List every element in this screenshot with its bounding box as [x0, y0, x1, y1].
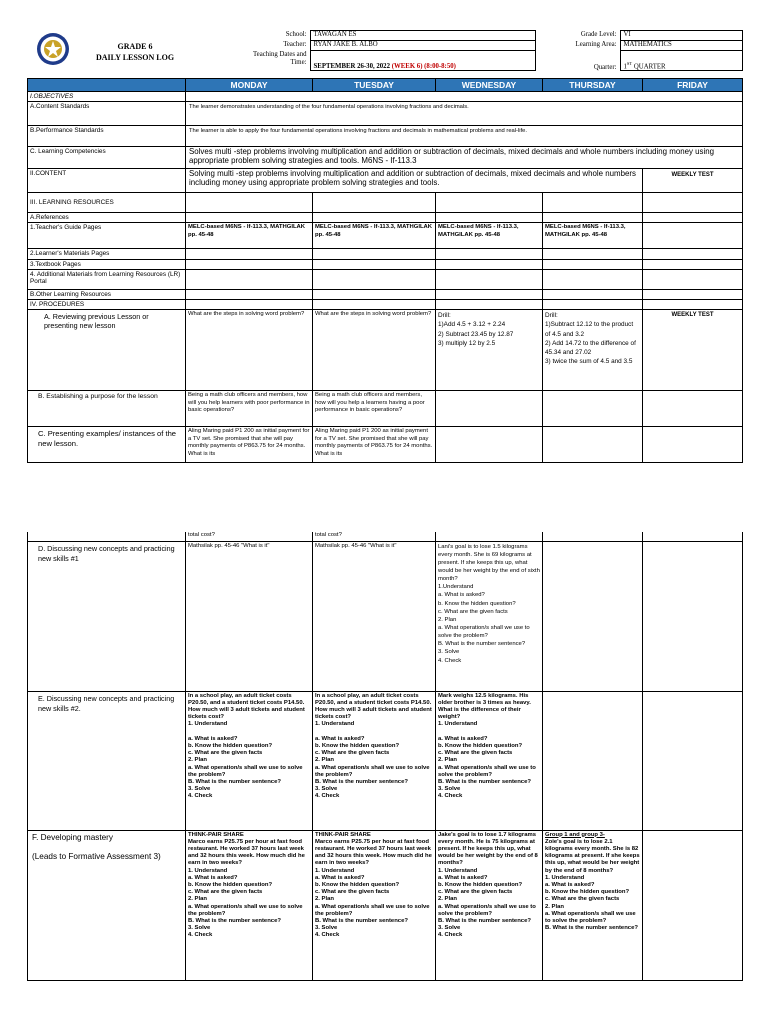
deped-seal-icon: [36, 32, 70, 66]
teachers-guide-label: 1.Teacher's Guide Pages: [28, 223, 186, 249]
res-wed: [436, 193, 543, 213]
resources-label: III. LEARNING RESOURCES: [28, 193, 186, 213]
step-f-label: [28, 830, 186, 980]
school-label: School:: [285, 30, 307, 38]
tg-tuesday: MELC-based M6NS - If-113.3, MATHGILAK pp. 45-48: [313, 223, 436, 249]
grade-label: Grade Level:: [580, 30, 617, 38]
step-c-monday: Aling Maring paid P1 200 as initial payment for a TV set. She promised that she will pay monthly payments of P863.75 for 24 months. What is its: [186, 427, 313, 463]
olr-mon: [186, 290, 313, 300]
dates-value: SEPTEMBER 26-30, 2022 (WEEK 6) (8:00-8:50): [310, 51, 535, 71]
header-info-table: [207, 30, 743, 71]
cont-fri: [643, 532, 743, 541]
quarter-value: 1ST QUARTER: [620, 51, 742, 71]
proc-thu: [543, 300, 643, 310]
step-d-wednesday: Lani's goal is to lose 1.5 kilograms every month. She is 69 kilograms at present. If she keeps this up, what would be her weight by the end of sixth month? 1.Understand a. What is asked? b. Know the hidden question? c. What are the given facts 2. Plan a. What operation/s shall we use to solve the problem? B. What is the number sentence? 3. Solve 4. Check: [436, 541, 543, 691]
cont-monday: total cost?: [186, 532, 313, 541]
lm-wed: [436, 249, 543, 260]
am-mon: [186, 270, 313, 290]
res-mon: [186, 193, 313, 213]
lm-mon: [186, 249, 313, 260]
proc-mon: [186, 300, 313, 310]
area-value: MATHEMATICS: [620, 41, 742, 51]
step-d-thursday: [543, 541, 643, 691]
tg-thursday: MELC-based M6NS - If-113.3, MATHGILAK pp. 45-48: [543, 223, 643, 249]
group-heading: Group 1 and group 3-: [545, 831, 605, 838]
res-thu: [543, 193, 643, 213]
step-a-wednesday: Drill: 1)Add 4.5 + 3.12 + 2.24 2) Subtract 23.45 by 12.87 3) multiply 12 by 2.5: [436, 310, 543, 391]
lm-tue: [313, 249, 436, 260]
step-c-tuesday: Aling Maring paid P1 200 as initial payment for a TV set. She promised that she will pay monthly payments of P863.75 for 24 months. What is its: [313, 427, 436, 463]
dates-label: Teaching Dates and Time:: [253, 50, 307, 67]
am-fri: [643, 270, 743, 290]
step-e-tuesday: In a school play, an adult ticket costs P20.50, and a student ticket costs P14.50. How much will 3 adult tickets and student tickets cost? 1. Understand a. What is asked? b. Know the hidden question? c. What are the given facts 2. Plan a. What operation/s shall we use to solve the problem? B. What is the number sentence? 3. Solve 4. Check: [313, 691, 436, 830]
am-tue: [313, 270, 436, 290]
step-a-monday: What are the steps in solving word problem?: [186, 310, 313, 391]
performance-standards-text: The learner is able to apply the four fundamental operations involving fractions and decimals in mathematical problems and real-life.: [186, 126, 743, 147]
res-tue: [313, 193, 436, 213]
content-text: Solving multi -step problems involving multiplication and addition or subtraction of decimals, mixed decimals and whole numbers including money using appropriate problem solving strategies and tools.: [186, 169, 643, 193]
proc-fri: [643, 300, 743, 310]
step-f-tuesday: THINK-PAIR SHARE Marco earns P25.75 per hour at fast food restaurant. He worked 37 hours last week and 32 hours this week. How much did he earn in two weeks? 1. Understand a. What is asked? b. Know the hidden question? c. What are the given facts 2. Plan a. What operation/s shall we use to solve the problem? B. What is the number sentence? 3. Solve 4. Check: [313, 830, 436, 980]
tb-tue: [313, 260, 436, 270]
step-e-thursday: [543, 691, 643, 830]
step-b-label: B. Establishing a purpose for the lesson: [28, 391, 186, 427]
step-e-monday: In a school play, an adult ticket costs P20.50, and a student ticket costs P14.50. How much will 3 adult tickets and student tickets cost? 1. Understand a. What is asked? b. Know the hidden question? c. What are the given facts 2. Plan a. What operation/s shall we use to solve the problem? B. What is the number sentence? 3. Solve 4. Check: [186, 691, 313, 830]
step-e-friday: [643, 691, 743, 830]
weekly-test-content: WEEKLY TEST: [643, 169, 743, 193]
learners-materials-label: 2.Learner's Materials Pages: [28, 249, 186, 260]
procedures-label: IV. PROCEDURES: [28, 300, 186, 310]
step-c-wednesday: [436, 427, 543, 463]
tb-mon: [186, 260, 313, 270]
am-thu: [543, 270, 643, 290]
step-d-tuesday: Mathsilak pp. 45-46 "What is it": [313, 541, 436, 691]
step-f-thursday-text: Zoie's goal is to lose 2.1 kilograms every month. She is 82 kilograms at present. If she keeps this up, what would be her weight by the end of 8 months? 1. Understand a. What is asked? b. Know the hidden question? c. What are the given facts 2. Plan a. What operation/s shall we use to solve the problem? B. What is the number sentence?: [545, 838, 640, 932]
step-b-wednesday: [436, 391, 543, 427]
tg-monday: MELC-based M6NS - If-113.3, MATHGILAK pp. 45-48: [186, 223, 313, 249]
cont-label: [28, 532, 186, 541]
step-e-wednesday: Mark weighs 12.5 kilograms. His older brother is 3 times as heavy. What is the difference of their weight? 1. Understand a. What is asked? b. Know the hidden question? c. What are the given facts 2. Plan a. What operation/s shall we use to solve the problem? B. What is the number sentence? 3. Solve 4. Check: [436, 691, 543, 830]
day-header-tuesday: TUESDAY: [313, 79, 436, 92]
tg-friday: [643, 223, 743, 249]
lesson-table-page2: [27, 532, 743, 981]
day-header-wednesday: WEDNESDAY: [436, 79, 543, 92]
textbook-label: 3.Textbook Pages: [28, 260, 186, 270]
olr-fri: [643, 290, 743, 300]
content-label: II.CONTENT: [28, 169, 186, 193]
ref-thu: [543, 213, 643, 223]
objectives-blank: [186, 92, 743, 102]
day-header-monday: MONDAY: [186, 79, 313, 92]
ref-tue: [313, 213, 436, 223]
log-title: DAILY LESSON LOG: [95, 53, 175, 62]
teacher-label: Teacher:: [283, 40, 307, 48]
competencies-label: C. Learning Competencies: [28, 147, 186, 169]
cont-tuesday: total cost?: [313, 532, 436, 541]
step-f-title: F. Developing mastery: [32, 832, 113, 842]
step-f-thursday: [543, 830, 643, 980]
step-f-wednesday: Jake's goal is to lose 1.7 kilograms every month. He is 75 kilograms at present. If he keeps this up, what would be her weight by the end of 8 months? 1. Understand a. What is asked? b. Know the hidden question? c. What are the given facts 2. Plan a. What operation/s shall we use to solve the problem? B. What is the number sentence? 3. Solve 4. Check: [436, 830, 543, 980]
content-standards-label: A.Content Standards: [28, 102, 186, 126]
step-c-label: C. Presenting examples/ instances of the new lesson.: [28, 427, 186, 463]
step-b-thursday: [543, 391, 643, 427]
ref-wed: [436, 213, 543, 223]
step-a-label: A. Reviewing previous Lesson or presenting new lesson: [28, 310, 186, 391]
olr-wed: [436, 290, 543, 300]
tg-wednesday: MELC-based M6NS - If-113.3, MATHGILAK pp. 45-48: [436, 223, 543, 249]
step-a-thursday: Drill: 1)Subtract 12.12 to the product of 4.5 and 3.2 2) Add 14.72 to the difference of 45.34 and 27.02 3) twice the sum of 4.5 and 3.5: [543, 310, 643, 391]
step-b-monday: Being a math club officers and members, how will you help learners with poor performance in basic operations?: [186, 391, 313, 427]
lesson-table-page1: [27, 78, 743, 463]
teacher-value: RYAN JAKE B. ALBO: [310, 41, 535, 51]
lm-thu: [543, 249, 643, 260]
step-c-thursday: [543, 427, 643, 463]
step-b-friday: [643, 391, 743, 427]
weekly-test-friday: WEEKLY TEST: [643, 310, 743, 391]
cont-thu: [543, 532, 643, 541]
lm-fri: [643, 249, 743, 260]
ref-mon: [186, 213, 313, 223]
step-a-tuesday: What are the steps in solving word problem?: [313, 310, 436, 391]
grade-title: GRADE 6: [117, 42, 153, 51]
olr-tue: [313, 290, 436, 300]
day-header-blank: [28, 79, 186, 92]
step-d-monday: Mathsilak pp. 45-46 "What is it": [186, 541, 313, 691]
am-wed: [436, 270, 543, 290]
tb-fri: [643, 260, 743, 270]
step-f-subtitle: (Leads to Formative Assessment 3): [32, 852, 161, 862]
content-standards-text: The learner demonstrates understanding of the four fundamental operations involving fractions and decimals.: [186, 102, 743, 126]
step-c-friday: [643, 427, 743, 463]
tb-thu: [543, 260, 643, 270]
proc-wed: [436, 300, 543, 310]
day-header-thursday: THURSDAY: [543, 79, 643, 92]
references-label: A.References: [28, 213, 186, 223]
cont-wed: [436, 532, 543, 541]
ref-fri: [643, 213, 743, 223]
day-header-friday: FRIDAY: [643, 79, 743, 92]
objectives-label: I.OBJECTIVES: [28, 92, 186, 102]
step-d-friday: [643, 541, 743, 691]
step-d-label: D. Discussing new concepts and practicing new skills #1: [28, 541, 186, 691]
step-b-tuesday: Being a math club officers and members, how will you help a learners having a poor performance in basic operations?: [313, 391, 436, 427]
proc-tue: [313, 300, 436, 310]
performance-standards-label: B.Performance Standards: [28, 126, 186, 147]
tb-wed: [436, 260, 543, 270]
school-value: TAWAGAN ES: [310, 31, 535, 41]
res-fri: [643, 193, 743, 213]
other-resources-label: B.Other Learning Resources: [28, 290, 186, 300]
step-e-label: E. Discussing new concepts and practicing new skills #2.: [28, 691, 186, 830]
step-f-friday: [643, 830, 743, 980]
additional-materials-label: 4. Additional Materials from Learning Resources (LR) Portal: [28, 270, 186, 290]
olr-thu: [543, 290, 643, 300]
area-label: Learning Area:: [575, 40, 617, 48]
quarter-label: Quarter:: [593, 63, 617, 71]
step-f-monday: THINK-PAIR SHARE Marco earns P25.75 per hour at fast food restaurant. He worked 37 hours last week and 32 hours this week. How much did he earn in two weeks? 1. Understand a. What is asked? b. Know the hidden question? c. What are the given facts 2. Plan a. What operation/s shall we use to solve the problem? B. What is the number sentence? 3. Solve 4. Check: [186, 830, 313, 980]
competencies-text: Solves multi -step problems involving multiplication and addition or subtraction of decimals, mixed decimals and whole numbers including money using appropriate problem solving strategies and tools. M6NS - If-113.3: [186, 147, 743, 169]
grade-value: VI: [620, 31, 742, 41]
